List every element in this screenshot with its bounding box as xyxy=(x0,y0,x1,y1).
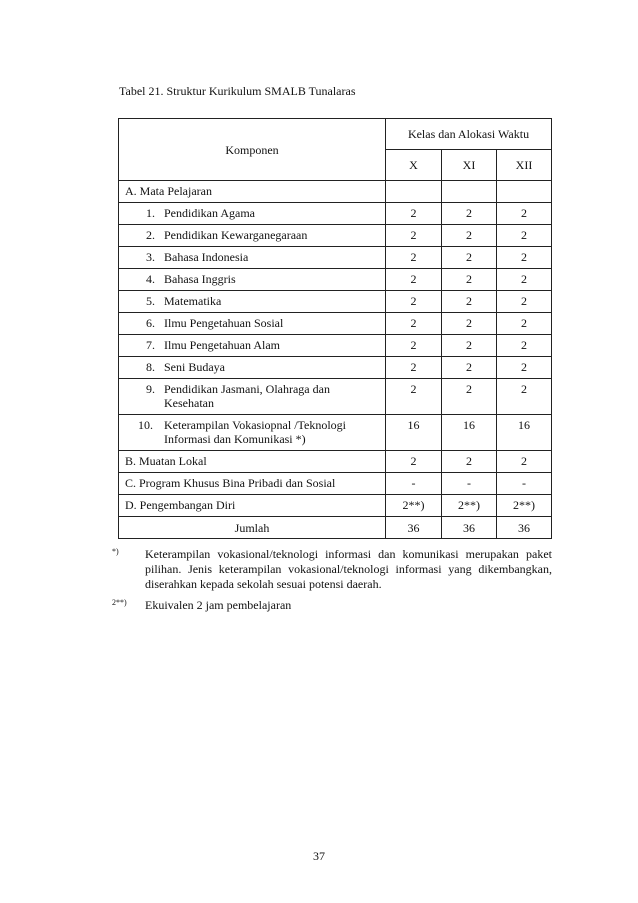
total-x: 36 xyxy=(386,517,442,539)
subject-hours: 16 xyxy=(386,415,442,451)
table-row xyxy=(119,451,552,473)
table-row xyxy=(119,313,552,335)
subject-number: 1. xyxy=(146,206,155,220)
subject-name: Pendidikan Agama xyxy=(164,206,255,220)
subject-hours: 16 xyxy=(442,415,497,451)
subject-name: Pendidikan Jasmani, Olahraga dan Kesehatan xyxy=(164,382,330,410)
table-row xyxy=(119,269,552,291)
table-row xyxy=(119,379,552,415)
row-hours: 2**) xyxy=(497,495,552,517)
subject-hours: 2 xyxy=(386,269,442,291)
subject-name: Pendidikan Kewarganegaraan xyxy=(164,228,308,242)
footnote xyxy=(112,598,552,613)
table-row xyxy=(119,495,552,517)
row-label: D. Pengembangan Diri xyxy=(119,495,386,517)
subject-name: Keterampilan Vokasiopnal /Teknologi Informasi dan Komunikasi *) xyxy=(164,418,347,446)
subject-hours: 2 xyxy=(497,379,552,415)
table-row xyxy=(119,335,552,357)
subject-hours: 2 xyxy=(442,357,497,379)
subject-name: Bahasa Inggris xyxy=(164,272,236,286)
header-group: Kelas dan Alokasi Waktu xyxy=(386,119,552,150)
subject-number: 4. xyxy=(146,272,155,286)
subject-number: 3. xyxy=(146,250,155,264)
subject-hours: 2 xyxy=(497,203,552,225)
subject-hours: 2 xyxy=(497,335,552,357)
subject-number: 5. xyxy=(146,294,155,308)
total-label: Jumlah xyxy=(119,517,386,539)
subject-hours: 2 xyxy=(442,269,497,291)
page-number: 37 xyxy=(313,849,325,863)
subject-hours: 2 xyxy=(497,313,552,335)
footnote-mark: 2**) xyxy=(112,598,127,607)
table-row xyxy=(119,357,552,379)
table-row xyxy=(119,247,552,269)
table-caption: Tabel 21. Struktur Kurikulum SMALB Tunalaras xyxy=(119,84,356,98)
subject-hours: 2 xyxy=(442,379,497,415)
subject-name: Matematika xyxy=(164,294,222,308)
subject-hours: 2 xyxy=(386,357,442,379)
subject-number: 7. xyxy=(146,338,155,352)
row-hours: - xyxy=(442,473,497,495)
header-class-xi: XI xyxy=(442,150,497,181)
row-hours: - xyxy=(386,473,442,495)
subject-name: Seni Budaya xyxy=(164,360,225,374)
subject-name: Ilmu Pengetahuan Sosial xyxy=(164,316,284,330)
subject-number: 2. xyxy=(146,228,155,242)
subject-hours: 2 xyxy=(386,379,442,415)
subject-hours: 2 xyxy=(442,313,497,335)
row-hours: - xyxy=(497,473,552,495)
subject-hours: 2 xyxy=(497,357,552,379)
total-xi: 36 xyxy=(442,517,497,539)
section-a-label: A. Mata Pelajaran xyxy=(119,181,386,203)
footnotes xyxy=(112,547,552,619)
row-hours: 2 xyxy=(386,451,442,473)
total-xii: 36 xyxy=(497,517,552,539)
header-class-xii: XII xyxy=(497,150,552,181)
row-label: C. Program Khusus Bina Pribadi dan Sosial xyxy=(119,473,386,495)
other-rows-body xyxy=(119,451,552,517)
subject-hours: 2 xyxy=(386,313,442,335)
table-row xyxy=(119,203,552,225)
row-hours: 2 xyxy=(497,451,552,473)
subject-hours: 2 xyxy=(442,203,497,225)
footnote xyxy=(112,547,552,592)
footnote-mark: *) xyxy=(112,547,119,556)
footnote-text: Ekuivalen 2 jam pembelajaran xyxy=(145,598,292,612)
subjects-body xyxy=(119,181,552,451)
subject-name: Bahasa Indonesia xyxy=(164,250,249,264)
subject-hours: 2 xyxy=(497,247,552,269)
subject-hours: 2 xyxy=(442,225,497,247)
subject-hours: 2 xyxy=(442,247,497,269)
table-row xyxy=(119,225,552,247)
row-hours: 2**) xyxy=(386,495,442,517)
subject-hours: 2 xyxy=(442,335,497,357)
row-label: B. Muatan Lokal xyxy=(119,451,386,473)
row-hours: 2 xyxy=(442,451,497,473)
subject-number: 6. xyxy=(146,316,155,330)
subject-hours: 2 xyxy=(386,225,442,247)
subject-number: 9. xyxy=(146,382,155,396)
header-component: Komponen xyxy=(119,119,386,181)
subject-hours: 2 xyxy=(497,291,552,313)
subject-hours: 2 xyxy=(386,291,442,313)
table-row xyxy=(119,473,552,495)
row-hours: 2**) xyxy=(442,495,497,517)
footnote-text: Keterampilan vokasional/teknologi informasi dan komunikasi merupakan paket pilihan. Jenis keterampilan vokasional/teknologi informasi yang dikembangkan, diserahkan kepada sekolah sesuai potensi daerah. xyxy=(145,547,552,591)
subject-hours: 2 xyxy=(386,247,442,269)
subject-number: 10. xyxy=(138,418,153,432)
curriculum-table xyxy=(118,118,552,539)
subject-name: Ilmu Pengetahuan Alam xyxy=(164,338,280,352)
header-class-x: X xyxy=(386,150,442,181)
table-row xyxy=(119,415,552,451)
subject-hours: 2 xyxy=(386,335,442,357)
subject-hours: 16 xyxy=(497,415,552,451)
subject-hours: 2 xyxy=(497,269,552,291)
subject-number: 8. xyxy=(146,360,155,374)
subject-hours: 2 xyxy=(442,291,497,313)
subject-hours: 2 xyxy=(386,203,442,225)
subject-hours: 2 xyxy=(497,225,552,247)
table-row xyxy=(119,291,552,313)
